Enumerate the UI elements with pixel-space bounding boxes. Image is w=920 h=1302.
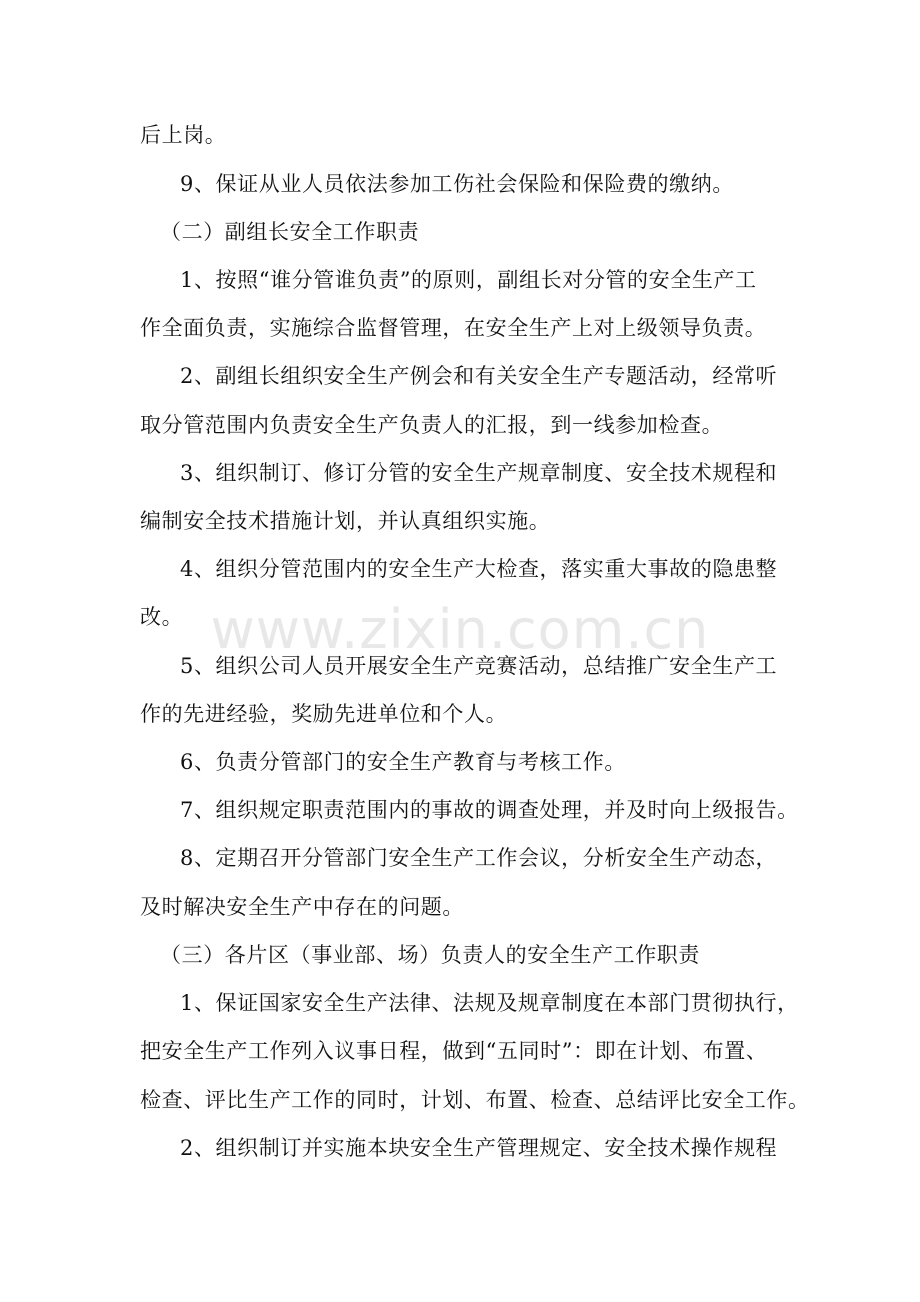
watermark: www.zixin.com.cn [210,598,710,661]
text-line: 作的先进经验，奖励先进单位和个人。 [140,702,508,726]
text-line: 改。 [140,605,184,629]
section-heading: （二）副组长安全工作职责 [160,220,420,244]
list-item: 1、保证国家安全生产法律、法规及规章制度在本部门贯彻执行， [180,991,799,1015]
text-line: 检查、评比生产工作的同时，计划、布置、检查、总结评比安全工作。 [140,1088,810,1112]
text-line: 作全面负责，实施综合监督管理，在安全生产上对上级领导负责。 [140,316,767,340]
text-line: 把安全生产工作列入议事日程，做到“五同时”：即在计划、布置、 [140,1039,768,1063]
list-item: 9、保证从业人员依法参加工伤社会保险和保险费的缴纳。 [180,172,734,196]
list-item: 2、组织制订并实施本块安全生产管理规定、安全技术操作规程 [180,1136,778,1160]
list-item: 7、组织规定职责范围内的事故的调查处理，并及时向上级报告。 [180,798,799,822]
text-line: 后上岗。 [140,123,227,147]
text-line: 及时解决安全生产中存在的问题。 [140,895,464,919]
list-item: 3、组织制订、修订分管的安全生产规章制度、安全技术规程和 [180,461,778,485]
text-line: 取分管范围内负责安全生产负责人的汇报，到一线参加检查。 [140,413,724,437]
list-item: 5、组织公司人员开展安全生产竞赛活动，总结推广安全生产工 [180,654,778,678]
list-item: 8、定期召开分管部门安全生产工作会议，分析安全生产动态， [180,846,778,870]
text-line: 编制安全技术措施计划，并认真组织实施。 [140,509,551,533]
list-item: 6、负责分管部门的安全生产教育与考核工作。 [180,750,626,774]
section-heading: （三）各片区（事业部、场）负责人的安全生产工作职责 [160,943,700,967]
list-item: 1、按照“谁分管谁负责”的原则，副组长对分管的安全生产工 [180,268,757,292]
list-item: 2、副组长组织安全生产例会和有关安全生产专题活动，经常听 [180,364,778,388]
list-item: 4、组织分管范围内的安全生产大检查，落实重大事故的隐患整 [180,557,778,581]
